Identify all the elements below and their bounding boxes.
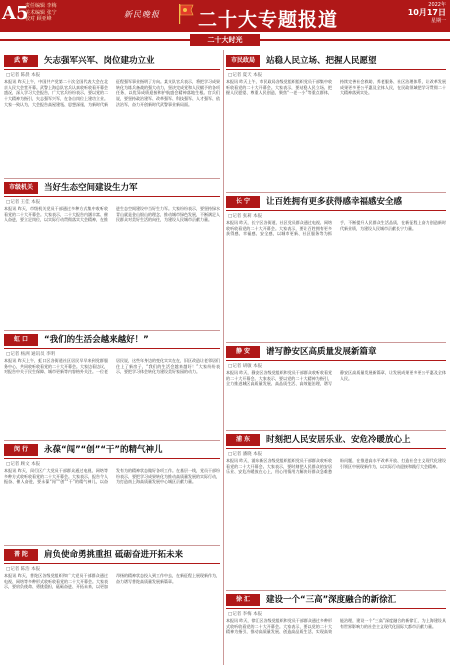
article-body: 本报讯 昨天上午，中国共产党第二十次全国代表大会在北京人民大会堂开幕。武警上海总队官兵认真收听收看开幕会盛况，深入学习大会报告，广大官兵纷纷表示，要以党的二十大精神为指引，矢志强军兴军，在各自岗位上建功立业。大家一致认为，大会报告高屋建瓴、思想深邃，为新时代新征程强军事业指明了方向。某支队官兵表示，将把学习成果转化为练兵备战的强大动力，坚决完成党和人民赋予的各项任务，以优异成绩迎接和护航盛会精神落地生根。官兵们说，要坚持政治建军、改革强军、科技强军、人才强军、依法治军，奋力开创新时代武警事业新局面。 bbox=[4, 79, 220, 107]
article-minzhengju bbox=[226, 54, 446, 190]
date-block bbox=[408, 2, 446, 25]
article-byline: □记者 夏天 本报 bbox=[228, 73, 263, 78]
article-tag: 市级机关 bbox=[4, 182, 38, 194]
article-pudong bbox=[226, 433, 446, 588]
page-number: A5 bbox=[2, 3, 29, 24]
date: 10月17日 bbox=[407, 8, 446, 17]
article-byline: □记者 陈晨 本报 bbox=[6, 73, 41, 78]
article-tag: 闵 行 bbox=[4, 444, 38, 456]
article-headline: 让百姓拥有更多获得感幸福感安全感 bbox=[266, 197, 403, 207]
article-headline: 肩负使命勇挑重担 砥砺奋进开拓未来 bbox=[44, 550, 183, 560]
article-byline: □记者 李梅 本报 bbox=[228, 612, 263, 617]
article-body: 本报讯 昨天，长宁区各街道、社区党员群众通过电视、网络收听收看党的二十大开幕会。大家表示，要让百姓拥有更多获得感、幸福感、安全感，以城市更新、社区服务等为抓手，不断提升人民群众生活品质，在新征程上奋力创造新时代新业绩，为建设人民城市贡献长宁力量。 bbox=[226, 220, 446, 237]
article-tag: 徐 汇 bbox=[226, 594, 260, 606]
year: 2022年 bbox=[428, 2, 446, 8]
newspaper-logo: 新民晚报 bbox=[124, 10, 160, 19]
article-headline: 谱写静安区高质量发展新篇章 bbox=[266, 347, 377, 357]
section-bar bbox=[0, 34, 450, 46]
article-body: 本报讯 昨天，闵行区广大党员干部群众通过电视、网络等多种方式收听收看党的二十大开幕会。大家表示，报告令人振奋、催人奋进，要永葆“闯”“创”“干”的精气神儿，以奋发有为的精神状态做好各项工作。在基层一线，党员干部纷纷表示，要把学习成果转化为推动高质量发展的实际行动，为打造南上海高质量发展中心城区贡献力量。 bbox=[4, 468, 220, 485]
article-byline: □记者 陈浩 本报 bbox=[6, 567, 41, 572]
article-tag: 长 宁 bbox=[226, 196, 260, 208]
edition-info bbox=[25, 3, 57, 23]
edition-line: 校对 顾亚峰 bbox=[25, 16, 52, 22]
weekday: 星期一 bbox=[430, 18, 446, 24]
article-byline: □记者 张莉 本报 bbox=[228, 214, 263, 219]
article-headline: 永葆“闯”“创”“干”的精气神儿 bbox=[44, 445, 163, 455]
article-headline: 站稳人民立场、把握人民愿望 bbox=[266, 56, 377, 66]
article-headline: 时刻把人民安居乐业、安危冷暖放心上 bbox=[266, 435, 411, 445]
article-body: 本报讯 昨天上午，虹口区各街道社区居民早早来到党群服务中心，共同收听收看党的二十大开幕会。大家边看边议，对报告中关于民生保障、城市更新等内容格外关注。一位老居民说，这些年身边的变化实实在在，旧区改造让老邻居们住上了新房子，“我们的生活会越来越好！”大家纷纷表示，要把学习体会转化为建设美好家园的动力。 bbox=[4, 358, 220, 375]
article-body: 本报讯 昨天，市级机关党员干部通过多种方式集中收听收看党的二十大开幕会。大家表示，二十大报告内涵丰富、催人奋进，要立足岗位，以实际行动贯彻落实大会精神，在推进生态空间建设中当好生力军。大家纷纷表示，要坚持绿水青山就是金山银山的理念，推动城市绿色发展，不断满足人民群众对美好生活的向往，为建设人民城市贡献力量。 bbox=[4, 206, 220, 223]
article-body: 本报讯 昨天上午，市民政局各级党组织组织党员干部集中收听收看党的二十大开幕会。大家表示，要站稳人民立场、把握人民愿望、尊重人民创造，聚焦“一老一小”等重点群体，持续完善社会救助、养老服务、社区治理体系，让改革发展成果更多更公平惠及全体人民，在民政领域把学习贯彻二十大精神落到实处。 bbox=[226, 79, 446, 96]
article-body: 本报讯 昨天，静安区各级党组织和党员干部群众收听收看党的二十大开幕会。大家表示，要以党的二十大精神为指引，全力推进城区高质量发展、高品质生活、高效能治理，谱写静安区高质量发展新篇章，让发展成果更多更公平惠及全体人民。 bbox=[226, 370, 446, 387]
article-headline: 建设一个“三高”深度融合的新徐汇 bbox=[266, 595, 397, 605]
article-tag: 普 陀 bbox=[4, 549, 38, 561]
article-headline: “我们的生活会越来越好！” bbox=[44, 335, 149, 345]
article-minhang bbox=[4, 443, 220, 543]
edition-line: 责任编辑 李梅 bbox=[25, 3, 57, 9]
article-xuhui bbox=[226, 593, 446, 665]
article-byline: □记者 胡敏 本报 bbox=[228, 364, 263, 369]
article-tag: 浦 东 bbox=[226, 434, 260, 446]
article-putuo bbox=[4, 548, 220, 665]
article-byline: □记者 顾文 本报 bbox=[6, 462, 41, 467]
article-headline: 矢志强军兴军、岗位建功立业 bbox=[44, 56, 155, 66]
article-byline: □记者 杨洲 通讯员 李明 bbox=[6, 352, 56, 357]
article-tag: 静 安 bbox=[226, 346, 260, 358]
section-label: 二十大时光 bbox=[190, 34, 260, 46]
article-tag: 武 警 bbox=[4, 55, 38, 67]
article-tag: 市民政局 bbox=[226, 55, 260, 67]
masthead bbox=[0, 0, 450, 32]
article-body: 本报讯 昨天，普陀区各级党组织和广大党员干部群众通过电视、网络等多种形式收听收看党的二十大开幕会。大家表示，要肩负使命、勇挑重担，砥砺奋进、开拓未来，以更加昂扬的精神状态投入到工作中去，在新征程上展现新作为，奋力谱写普陀高质量发展新篇章。 bbox=[4, 573, 220, 590]
page-title: 二十大专题报道 bbox=[198, 9, 339, 31]
article-byline: □记者 王佳 本报 bbox=[6, 200, 41, 205]
article-jingan bbox=[226, 345, 446, 428]
article-body: 本报讯 昨天，徐汇区各级党组织和党员干部群众通过多种形式收听收看党的二十大开幕会。大家表示，要以党的二十大精神为指引，推动高质量发展、创造高品质生活、实现高效能治理，建设一个“三高”深度融合的新徐汇，为上海建设具有世界影响力的社会主义现代化国际大都市贡献力量。 bbox=[226, 618, 446, 635]
article-shijijiguan bbox=[4, 181, 220, 328]
article-wujing bbox=[4, 54, 220, 176]
article-hongkou bbox=[4, 333, 220, 438]
article-body: 本报讯 昨天，浦东新区各级党组织组织党员干部群众收听收看党的二十大开幕会。大家表示，要时刻把人民群众的安居乐业、安危冷暖放在心上，用心用情用力解决好群众急难愁盼问题，在推进高水平改革开放、打造社会主义现代化建设引领区中展现新作为，以实际行动迎接和践行大会精神。 bbox=[226, 458, 446, 475]
party-flag-icon bbox=[178, 4, 194, 24]
article-changning bbox=[226, 195, 446, 340]
article-headline: 当好生态空间建设生力军 bbox=[44, 183, 138, 193]
edition-line: 美术编辑 张宁 bbox=[25, 9, 57, 16]
article-tag: 虹 口 bbox=[4, 334, 38, 346]
article-byline: □记者 潘晓 本报 bbox=[228, 452, 263, 457]
